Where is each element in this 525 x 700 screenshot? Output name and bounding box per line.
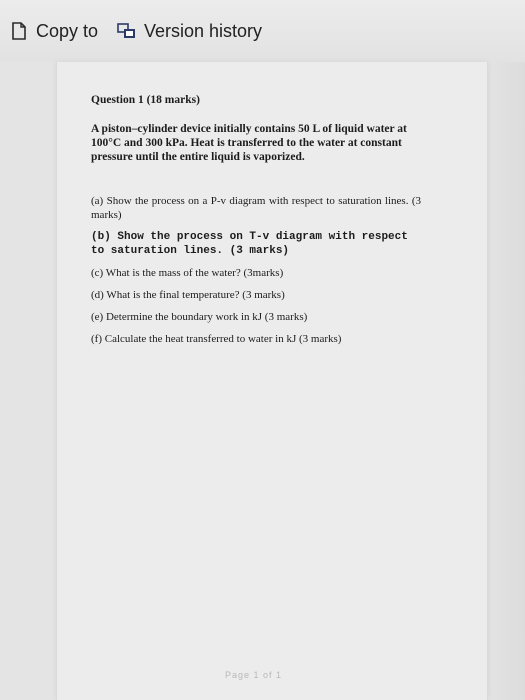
toolbar <box>0 0 525 63</box>
part-c: (c) What is the mass of the water? (3marks) <box>91 267 284 279</box>
part-b: (b) Show the process on T-v diagram with respect to saturation lines. (3 marks) <box>91 231 408 257</box>
question-title: Question 1 (18 marks) <box>91 94 200 106</box>
left-margin <box>0 62 56 700</box>
question-content <box>91 94 421 354</box>
part-e: (e) Determine the boundary work in kJ (3 marks) <box>91 311 308 323</box>
right-margin <box>488 62 525 700</box>
document-copy-icon <box>8 20 30 42</box>
part-f: (f) Calculate the heat transferred to water in kJ (3 marks) <box>91 333 342 345</box>
document-page <box>56 62 488 700</box>
copy-to-button[interactable] <box>8 20 98 42</box>
version-history-button[interactable] <box>116 20 262 42</box>
copy-to-label: Copy to <box>36 20 99 41</box>
page-number: Page 1 of 1 <box>225 670 283 680</box>
version-history-label: Version history <box>144 20 263 41</box>
question-stem: A piston–cylinder device initially contains 50 L of liquid water at 100°C and 300 kPa. Heat is transferred to the water at constant pressure until the entire liquid is vaporized. <box>91 123 407 163</box>
part-a: (a) Show the process on a P-v diagram with respect to saturation lines. (3 marks) <box>91 195 421 221</box>
part-d: (d) What is the final temperature? (3 marks) <box>91 289 285 301</box>
version-history-icon <box>116 20 138 42</box>
